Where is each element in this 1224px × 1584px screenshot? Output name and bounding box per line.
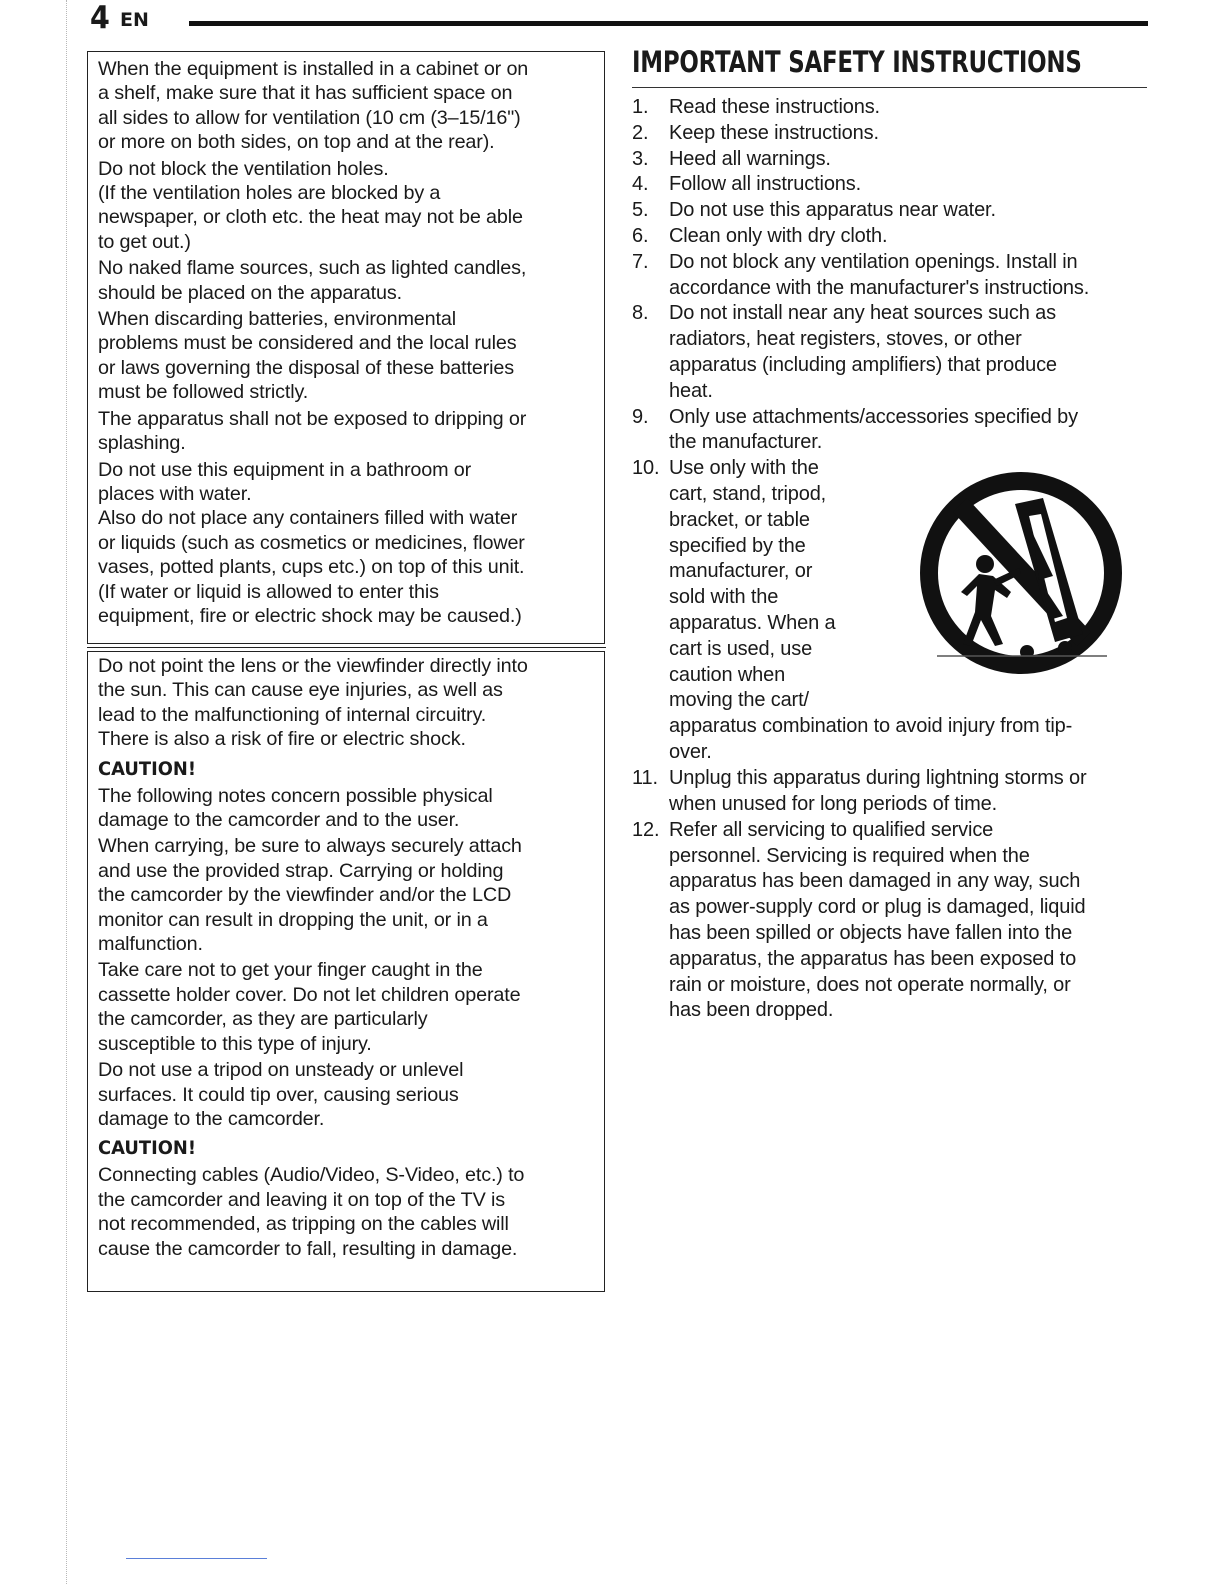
binding-margin-line bbox=[66, 0, 67, 1584]
sun-warning-paragraph: Do not point the lens or the viewfinder directly into the sun. This can cause eye injuries, as well as lead to the malfunctioning of internal circuitry. There is also a risk of fire or electric shock. bbox=[98, 655, 528, 751]
instruction-text: Unplug this apparatus during lightning storms or when unused for long periods of time. bbox=[669, 767, 1087, 815]
instruction-item bbox=[632, 250, 1147, 302]
instruction-number: 2. bbox=[632, 121, 649, 144]
instruction-number: 7. bbox=[632, 250, 649, 273]
warning-paragraph: When discarding batteries, environmental problems must be considered and the local rules or laws governing the disposal of these batteries must be followed strictly. bbox=[98, 308, 517, 404]
instruction-text: Heed all warnings. bbox=[669, 147, 831, 170]
caution-paragraph: Take care not to get your finger caught in the cassette holder cover. Do not let children operate the camcorder, as they are particularly susceptible to this type of injury. bbox=[98, 959, 521, 1055]
instruction-number: 4. bbox=[632, 173, 649, 196]
instruction-number: 8. bbox=[632, 302, 649, 325]
caution-heading: CAUTION! bbox=[98, 1137, 196, 1160]
instruction-item bbox=[632, 121, 1147, 147]
safety-instructions-section bbox=[632, 42, 1147, 1022]
caution-heading: CAUTION! bbox=[98, 757, 196, 780]
safety-heading: IMPORTANT SAFETY INSTRUCTIONS bbox=[632, 45, 1082, 79]
instruction-text: Keep these instructions. bbox=[669, 121, 879, 144]
heading-rule bbox=[632, 87, 1147, 88]
instruction-text: Do not use this apparatus near water. bbox=[669, 199, 996, 222]
instruction-number: 6. bbox=[632, 224, 649, 247]
warning-paragraph: Do not block the ventilation holes. (If the ventilation holes are blocked by a newspaper, or cloth etc. the heat may not be able to get out.) bbox=[98, 157, 523, 253]
instruction-item bbox=[632, 818, 1147, 1024]
instruction-text: Refer all servicing to qualified service personnel. Servicing is required when the apparatus has been damaged in any way, such as power-supply cord or plug is damaged, liquid has been spilled or objects have fallen into the apparatus, the apparatus has been exposed to rain or moisture, does not operate normally, or has been dropped. bbox=[669, 818, 1086, 1022]
instruction-number: 11. bbox=[632, 767, 658, 790]
instruction-item bbox=[632, 147, 1147, 173]
instruction-text: Only use attachments/accessories specified by the manufacturer. bbox=[669, 405, 1079, 454]
instruction-text: Read these instructions. bbox=[669, 96, 880, 118]
instruction-item bbox=[632, 405, 1147, 457]
instruction-number: 10. bbox=[632, 457, 660, 480]
instruction-item bbox=[632, 224, 1147, 250]
warning-paragraph: Do not use this equipment in a bathroom or places with water. Also do not place any containers filled with water or liquids (such as cosmetics or medicines, flower vases, potted plants, cups etc.) on top of this unit. (If water or liquid is allowed to enter this equipment, fire or electric shock may be caused.) bbox=[98, 458, 525, 627]
instruction-number: 5. bbox=[632, 199, 649, 222]
caution-paragraph: Connecting cables (Audio/Video, S-Video, etc.) to the camcorder and leaving it on top of the TV is not recommended, as tripping on the cables will cause the camcorder to fall, resulting in damage. bbox=[98, 1164, 525, 1260]
header-rule bbox=[189, 21, 1148, 26]
ventilation-warning-box bbox=[87, 51, 605, 644]
instruction-number: 9. bbox=[632, 405, 649, 428]
warning-paragraph: No naked flame sources, such as lighted candles, should be placed on the apparatus. bbox=[98, 257, 527, 304]
page-language: EN bbox=[120, 9, 149, 31]
instruction-text: Do not install near any heat sources such as radiators, heat registers, stoves, or other apparatus (including amplifiers) that produce heat. bbox=[669, 302, 1057, 402]
instruction-item bbox=[632, 172, 1147, 198]
instruction-item bbox=[632, 766, 1147, 818]
instruction-text: Do not block any ventilation openings. Install in accordance with the manufacturer's instructions. bbox=[669, 250, 1090, 299]
instruction-text: Follow all instructions. bbox=[669, 173, 862, 196]
instruction-text: Clean only with dry cloth. bbox=[669, 224, 888, 247]
caution-paragraph: The following notes concern possible physical damage to the camcorder and to the user. bbox=[98, 784, 493, 832]
cart-tip-over-warning-icon bbox=[915, 468, 1127, 678]
footer-link-underline bbox=[126, 1558, 267, 1559]
caution-paragraph: When carrying, be sure to always securely attach and use the provided strap. Carrying or holding the camcorder by the viewfinder and/or the LCD monitor can result in dropping the unit, or in a malfunction. bbox=[98, 835, 522, 956]
instruction-number: 1. bbox=[632, 96, 649, 118]
instruction-item bbox=[632, 301, 1147, 404]
instruction-item bbox=[632, 198, 1147, 224]
warning-paragraph: The apparatus shall not be exposed to dripping or splashing. bbox=[98, 407, 527, 455]
instruction-text: Use only with the cart, stand, tripod, bracket, or table specified by the manufacturer, or sold with the apparatus. When a cart is used, use caution when moving the cart/ apparatus combination to avoid injury from tip- over. bbox=[669, 457, 1073, 763]
caution-box bbox=[87, 651, 605, 1292]
instruction-item bbox=[632, 95, 1147, 121]
page-header bbox=[88, 0, 1148, 40]
warning-paragraph: When the equipment is installed in a cabinet or on a shelf, make sure that it has sufficient space on all sides to allow for ventilation (10 cm (3–15/16") or more on both sides, on top and at the rear). bbox=[98, 58, 529, 154]
caution-paragraph: Do not use a tripod on unsteady or unlevel surfaces. It could tip over, causing serious damage to the camcorder. bbox=[98, 1059, 464, 1130]
instruction-number: 3. bbox=[632, 147, 649, 170]
instruction-number: 12. bbox=[632, 818, 660, 841]
page-number: 4 bbox=[90, 0, 110, 36]
